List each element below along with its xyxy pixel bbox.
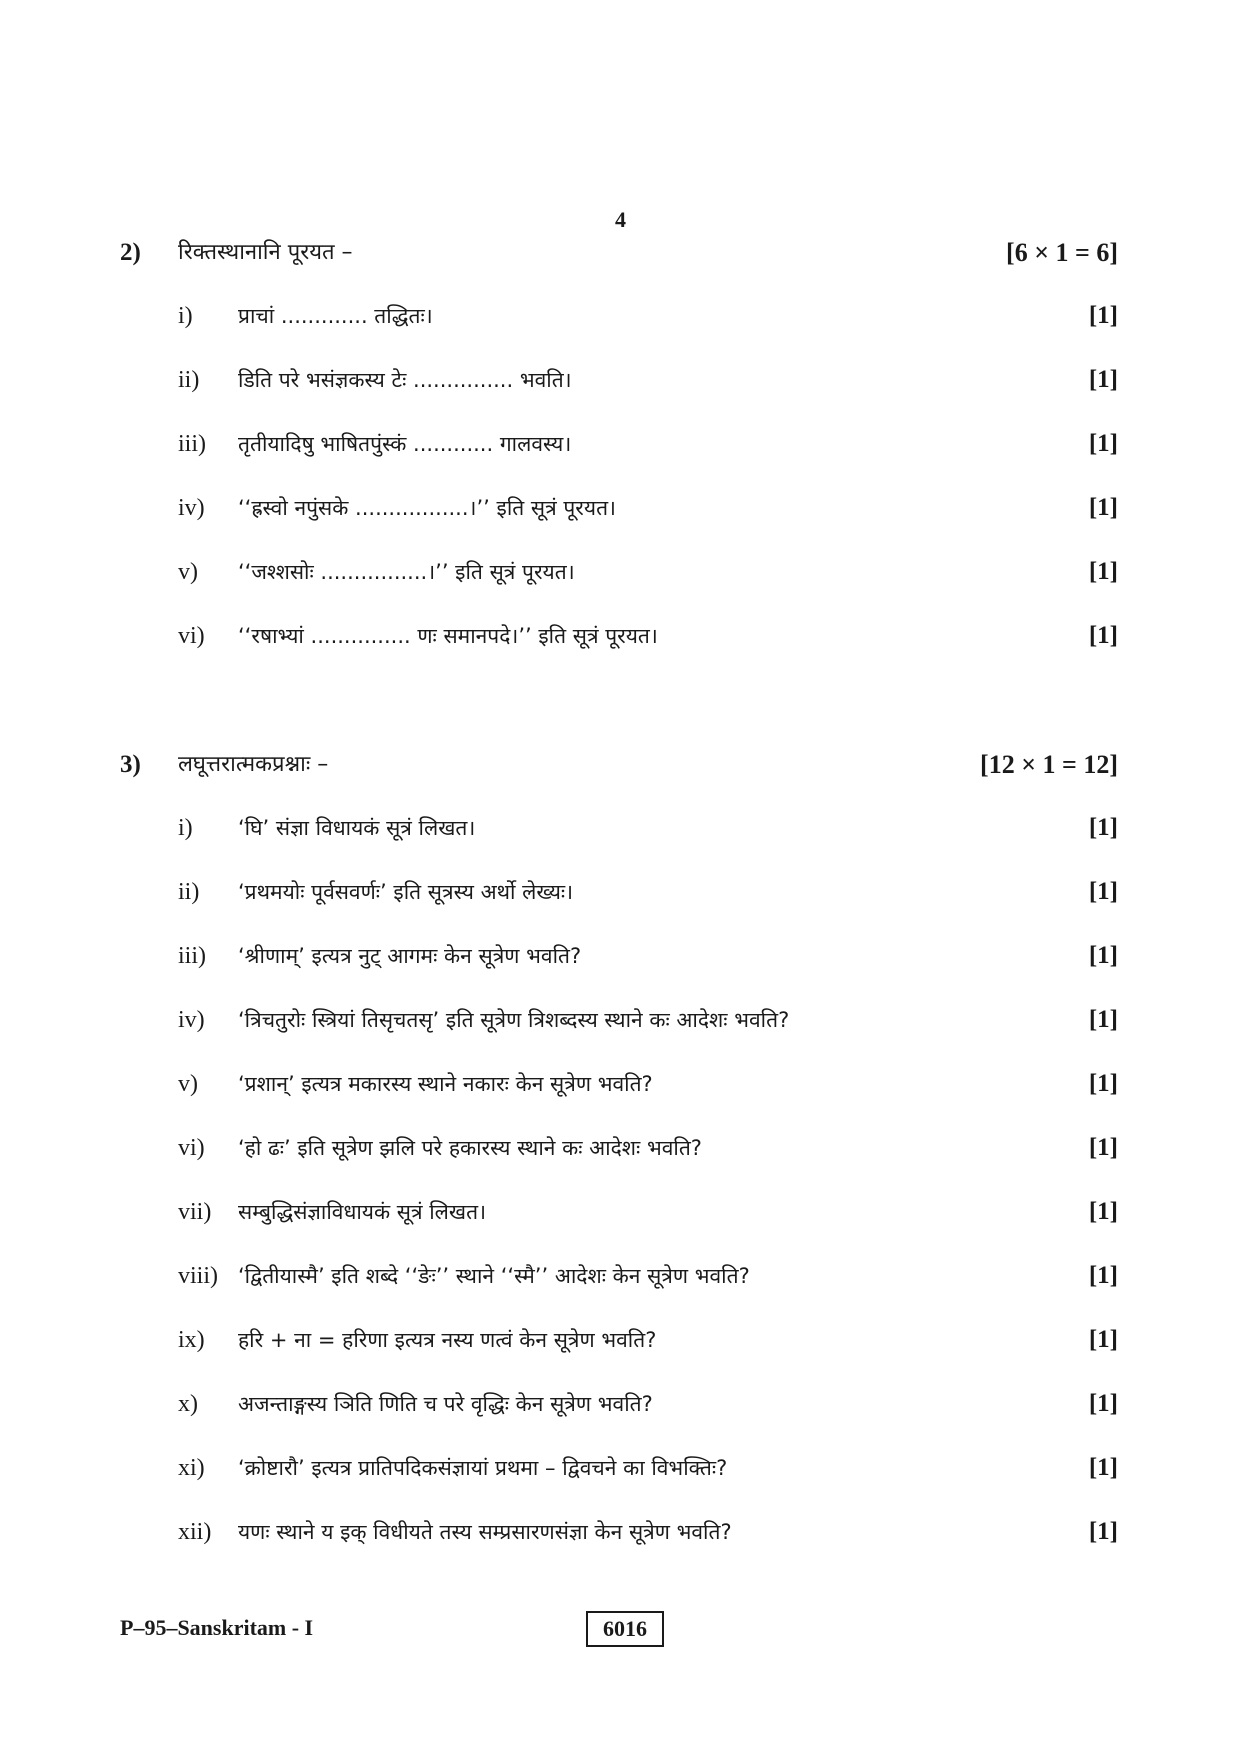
item-number: viii) bbox=[178, 1263, 218, 1289]
list-item bbox=[0, 552, 1241, 592]
item-text: प्राचां ............. तद्धितः। bbox=[238, 304, 433, 328]
item-number: ii) bbox=[178, 879, 200, 905]
item-marks: [1] bbox=[1088, 494, 1118, 521]
question-marks: [6 × 1 = 6] bbox=[1006, 238, 1118, 267]
item-number: ii) bbox=[178, 367, 200, 393]
list-item bbox=[0, 1384, 1241, 1424]
list-item bbox=[0, 808, 1241, 848]
item-text: डिति परे भसंज्ञकस्य टेः ............... भवति। bbox=[238, 368, 572, 392]
question-number: 2) bbox=[120, 239, 141, 266]
list-item bbox=[0, 936, 1241, 976]
item-number: ix) bbox=[178, 1327, 205, 1353]
item-text: ‘‘रषाभ्यां ............... णः समानपदे।’’ इति सूत्रं पूरयत। bbox=[238, 624, 658, 648]
paper-code: P–95–Sanskritam - I bbox=[120, 1615, 314, 1640]
item-marks: [1] bbox=[1088, 1006, 1118, 1033]
item-number: xi) bbox=[178, 1455, 205, 1481]
item-number: v) bbox=[178, 1071, 198, 1097]
item-number: xii) bbox=[178, 1519, 212, 1545]
item-marks: [1] bbox=[1088, 1518, 1118, 1545]
item-marks: [1] bbox=[1088, 1262, 1118, 1289]
list-item bbox=[0, 1448, 1241, 1488]
item-marks: [1] bbox=[1088, 1326, 1118, 1353]
item-marks: [1] bbox=[1088, 1198, 1118, 1225]
question-title: लघूत्तरात्मकप्रश्नाः – bbox=[178, 752, 329, 777]
list-item bbox=[0, 1000, 1241, 1040]
list-item bbox=[0, 360, 1241, 400]
item-text: ‘प्रशान्’ इत्यत्र मकारस्य स्थाने नकारः केन सूत्रेण भवति? bbox=[238, 1072, 653, 1096]
item-marks: [1] bbox=[1088, 1454, 1118, 1481]
item-number: iv) bbox=[178, 1007, 205, 1033]
list-item bbox=[0, 488, 1241, 528]
item-marks: [1] bbox=[1088, 430, 1118, 457]
item-number: vi) bbox=[178, 623, 205, 649]
question-3-header bbox=[0, 745, 1241, 785]
list-item bbox=[0, 872, 1241, 912]
item-text: यणः स्थाने य इक् विधीयते तस्य सम्प्रसारणसंज्ञा केन सूत्रेण भवति? bbox=[238, 1520, 732, 1544]
question-2-header bbox=[0, 233, 1241, 273]
question-number: 3) bbox=[120, 751, 141, 778]
item-marks: [1] bbox=[1088, 558, 1118, 585]
item-marks: [1] bbox=[1088, 302, 1118, 329]
item-number: v) bbox=[178, 559, 198, 585]
list-item bbox=[0, 1256, 1241, 1296]
item-text: सम्बुद्धिसंज्ञाविधायकं सूत्रं लिखत। bbox=[238, 1200, 487, 1224]
item-text: अजन्ताङ्गस्य ञिति णिति च परे वृद्धिः केन सूत्रेण भवति? bbox=[238, 1392, 653, 1416]
item-text: ‘श्रीणाम्’ इत्यत्र नुट् आगमः केन सूत्रेण भवति? bbox=[238, 944, 582, 968]
item-text: ‘‘ह्रस्वो नपुंसके .................।’’ इति सूत्रं पूरयत। bbox=[238, 496, 616, 520]
item-number: i) bbox=[178, 815, 193, 841]
list-item bbox=[0, 1128, 1241, 1168]
item-marks: [1] bbox=[1088, 1134, 1118, 1161]
item-marks: [1] bbox=[1088, 814, 1118, 841]
item-marks: [1] bbox=[1088, 1390, 1118, 1417]
item-marks: [1] bbox=[1088, 1070, 1118, 1097]
list-item bbox=[0, 1192, 1241, 1232]
question-title: रिक्तस्थानानि पूरयत – bbox=[178, 240, 353, 265]
item-text: ‘त्रिचतुरोः स्त्रियां तिसृचतसृ’ इति सूत्रेण त्रिशब्दस्य स्थाने कः आदेशः भवति? bbox=[238, 1008, 790, 1032]
page-number: 4 bbox=[615, 207, 626, 232]
list-item bbox=[0, 1512, 1241, 1552]
list-item bbox=[0, 1320, 1241, 1360]
item-text: ‘क्रोष्टारौ’ इत्यत्र प्रातिपदिकसंज्ञायां प्रथमा – द्विवचने का विभक्तिः? bbox=[238, 1456, 728, 1480]
item-marks: [1] bbox=[1088, 366, 1118, 393]
list-item bbox=[0, 296, 1241, 336]
item-number: i) bbox=[178, 303, 193, 329]
list-item bbox=[0, 616, 1241, 656]
item-text: ‘द्वितीयास्मै’ इति शब्दे ‘‘ङेः’’ स्थाने ‘‘स्मै’’ आदेशः केन सूत्रेण भवति? bbox=[238, 1264, 750, 1288]
item-number: x) bbox=[178, 1391, 198, 1417]
item-text: हरि + ना = हरिणा इत्यत्र नस्य णत्वं केन सूत्रेण भवति? bbox=[238, 1328, 657, 1352]
item-marks: [1] bbox=[1088, 942, 1118, 969]
question-marks: [12 × 1 = 12] bbox=[980, 750, 1118, 779]
item-marks: [1] bbox=[1088, 878, 1118, 905]
item-text: ‘प्रथमयोः पूर्वसवर्णः’ इति सूत्रस्य अर्थो लेख्यः। bbox=[238, 880, 574, 904]
item-text: तृतीयादिषु भाषितपुंस्कं ............ गालवस्य। bbox=[238, 432, 572, 456]
item-text: ‘घि’ संज्ञा विधायकं सूत्रं लिखत। bbox=[238, 816, 476, 840]
paper-number-box: 6016 bbox=[586, 1611, 664, 1647]
item-marks: [1] bbox=[1088, 622, 1118, 649]
list-item bbox=[0, 424, 1241, 464]
list-item bbox=[0, 1064, 1241, 1104]
item-text: ‘‘जश्शसोः ................।’’ इति सूत्रं पूरयत। bbox=[238, 560, 575, 584]
item-number: vi) bbox=[178, 1135, 205, 1161]
item-number: iii) bbox=[178, 943, 206, 969]
item-number: iv) bbox=[178, 495, 205, 521]
item-number: vii) bbox=[178, 1199, 212, 1225]
item-number: iii) bbox=[178, 431, 206, 457]
item-text: ‘हो ढः’ इति सूत्रेण झलि परे हकारस्य स्थाने कः आदेशः भवति? bbox=[238, 1136, 702, 1160]
